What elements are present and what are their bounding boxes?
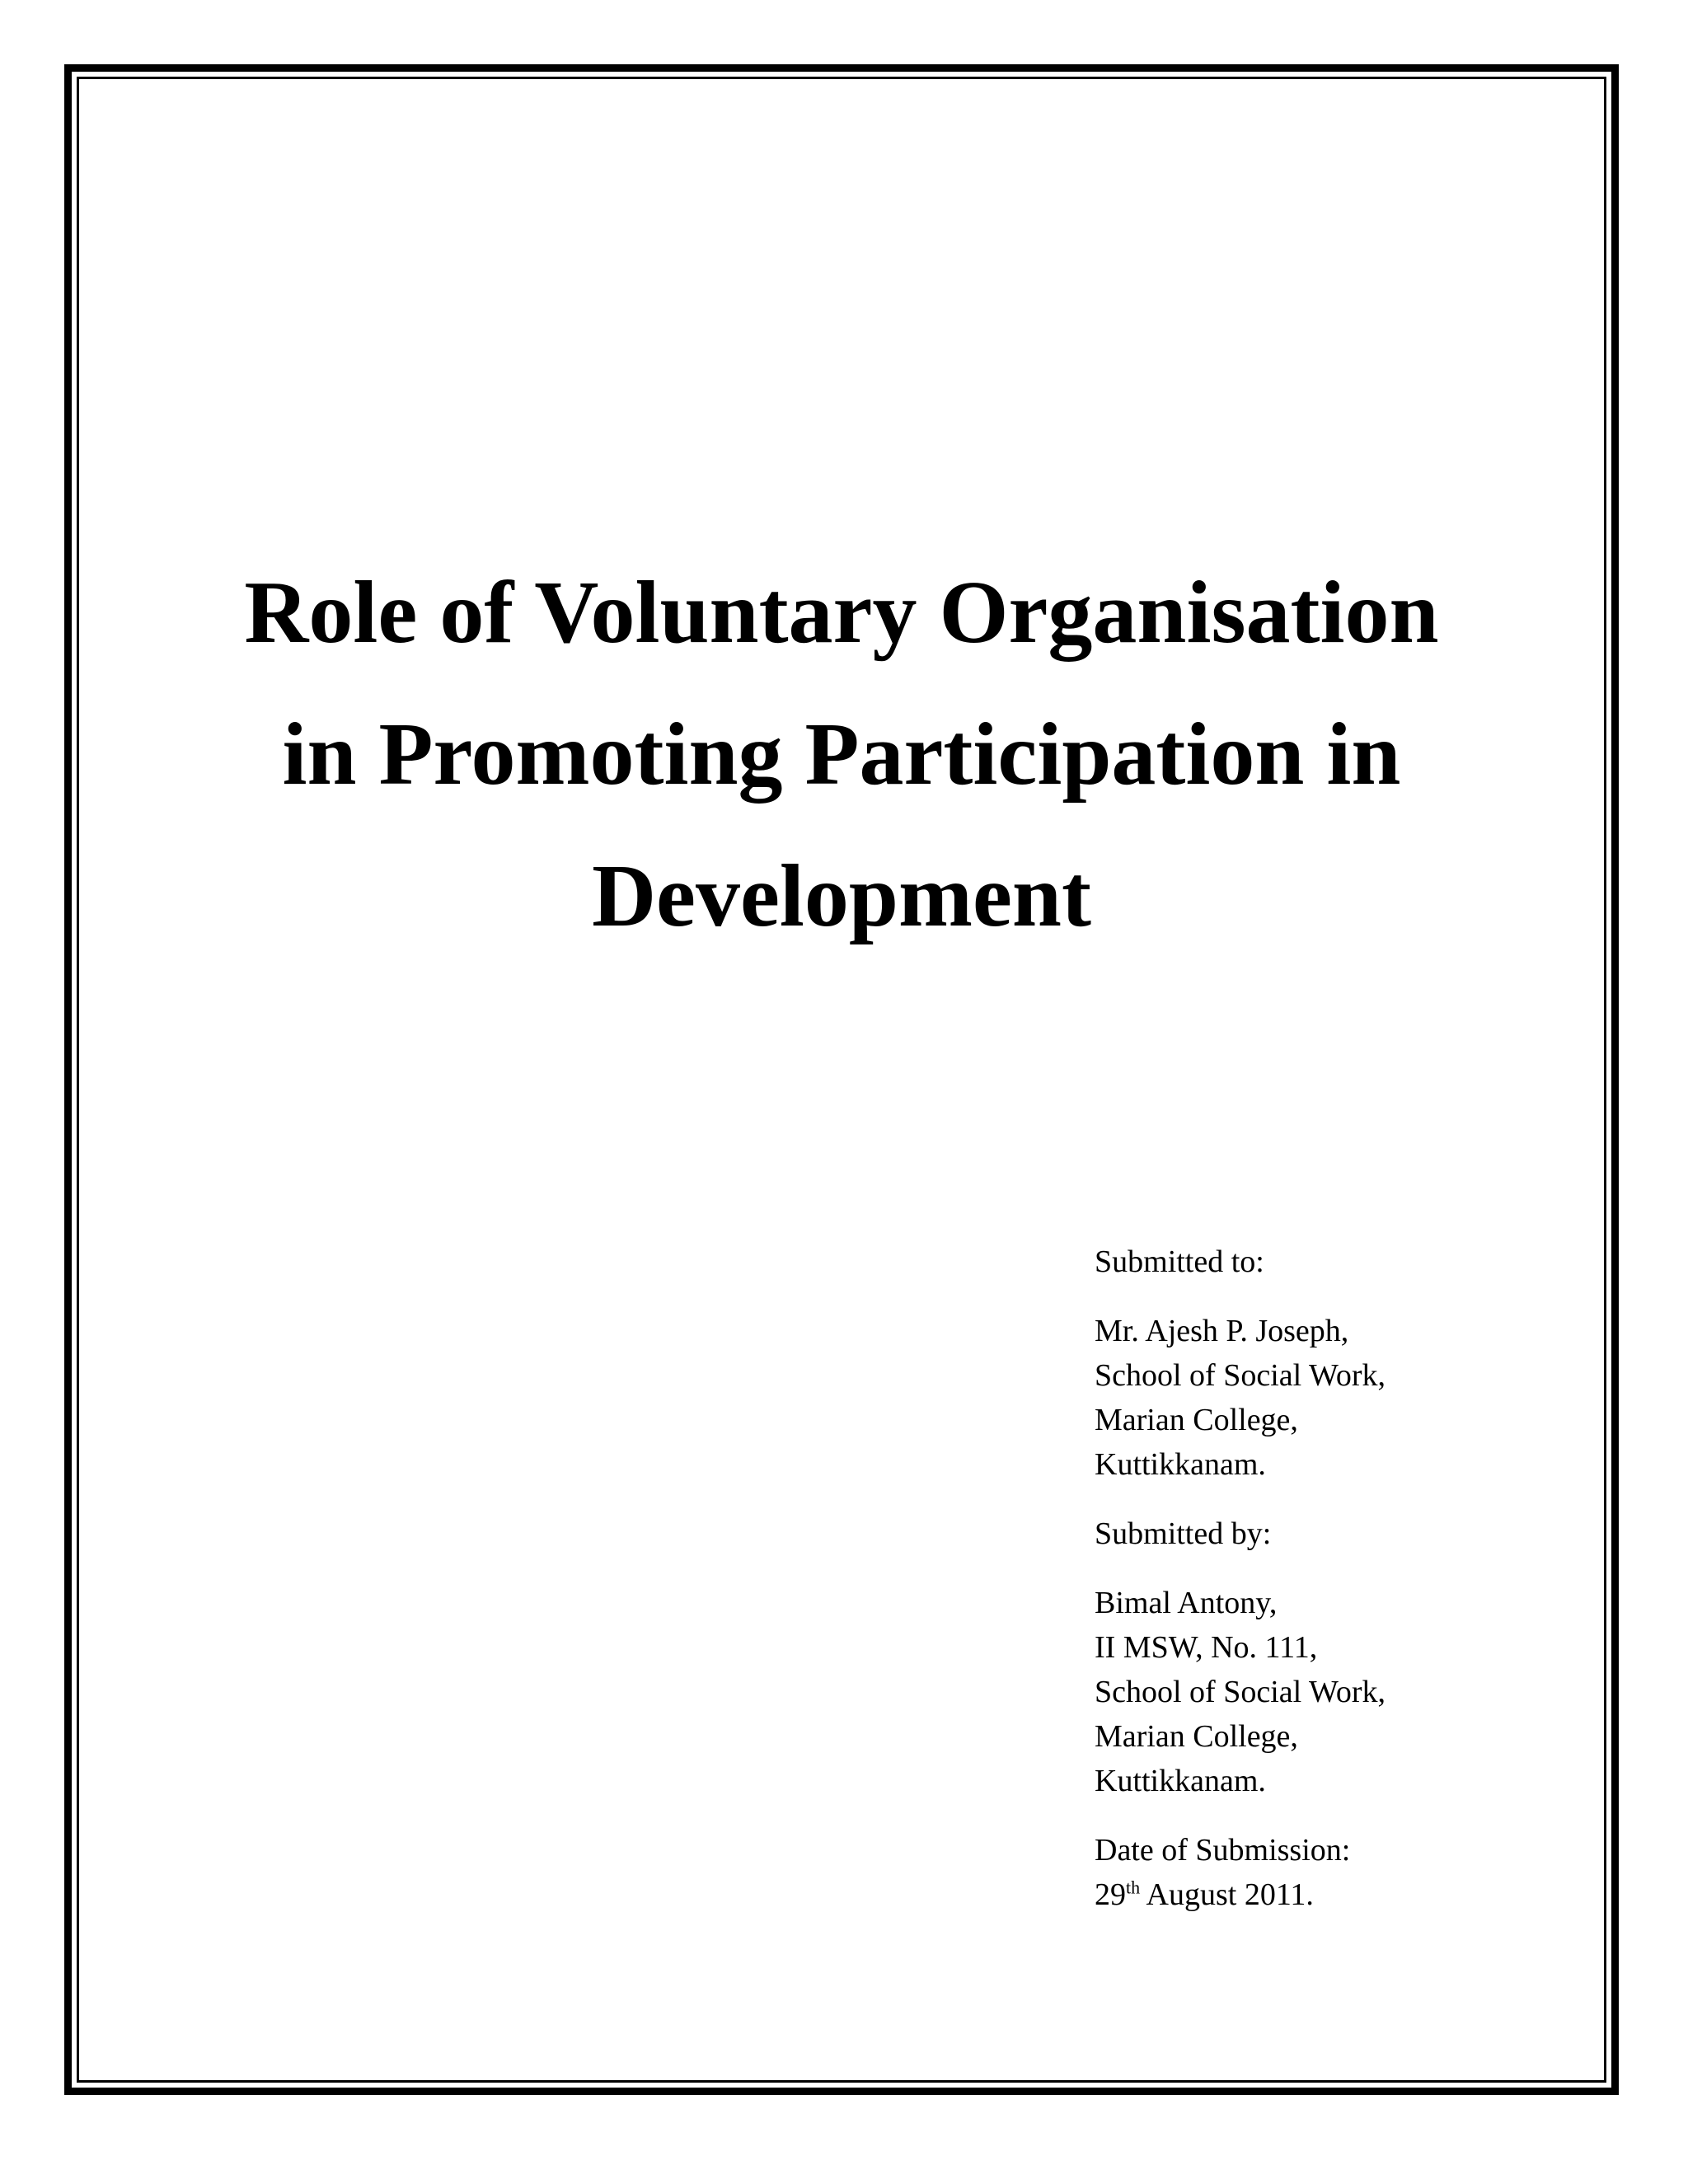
author-class: II MSW, No. 111,	[1095, 1630, 1318, 1665]
author-school: School of Social Work,	[1095, 1675, 1386, 1709]
submission-date-day: 29	[1095, 1877, 1126, 1912]
recipient-place: Kuttikkanam.	[1095, 1447, 1266, 1482]
submitted-by-details	[1095, 1581, 1386, 1803]
recipient-name: Mr. Ajesh P. Joseph,	[1095, 1314, 1349, 1348]
title-line-2: in Promoting Participation in	[282, 705, 1401, 804]
submitted-to-label-block	[1095, 1240, 1386, 1284]
document-title	[79, 542, 1604, 968]
recipient-school: School of Social Work,	[1095, 1358, 1386, 1393]
author-name: Bimal Antony,	[1095, 1586, 1278, 1620]
recipient-college: Marian College,	[1095, 1403, 1298, 1437]
submission-date-block	[1095, 1828, 1386, 1917]
submission-date-rest: August 2011.	[1140, 1877, 1314, 1912]
submitted-to-label: Submitted to:	[1095, 1244, 1264, 1279]
submission-date-label: Date of Submission:	[1095, 1833, 1351, 1868]
title-line-1: Role of Voluntary Organisation	[244, 564, 1439, 662]
submitted-by-label-block	[1095, 1511, 1386, 1556]
author-place: Kuttikkanam.	[1095, 1764, 1266, 1798]
author-college: Marian College,	[1095, 1719, 1298, 1754]
submitted-to-details	[1095, 1309, 1386, 1487]
title-line-3: Development	[592, 847, 1091, 945]
submission-info	[1095, 1240, 1386, 1942]
submission-date-suffix: th	[1126, 1877, 1141, 1898]
submitted-by-label: Submitted by:	[1095, 1516, 1272, 1551]
submission-date	[1095, 1872, 1386, 1917]
